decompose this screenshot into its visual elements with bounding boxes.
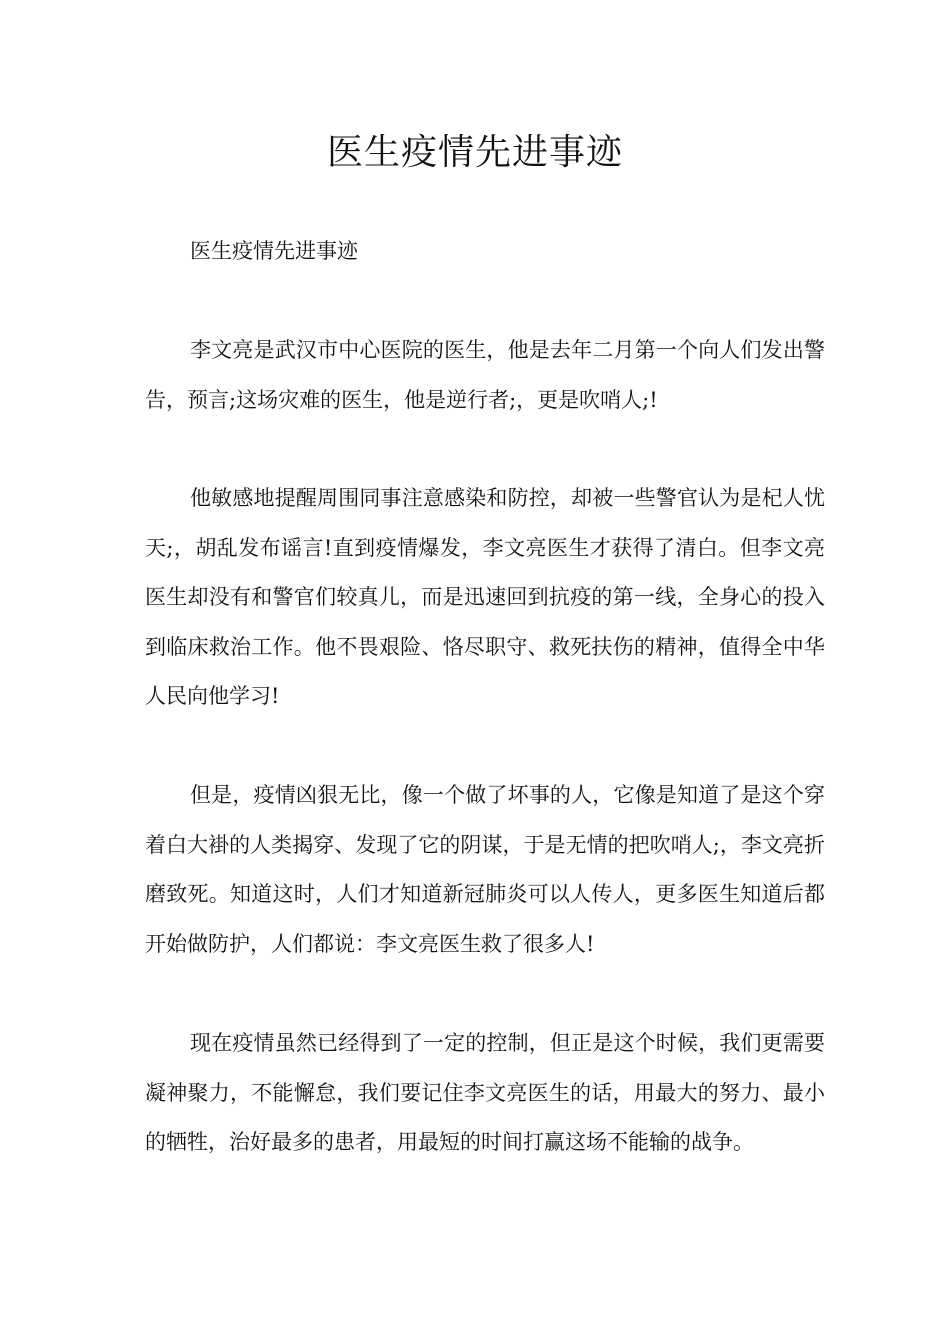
paragraph-2: 他敏感地提醒周围同事注意感染和防控，却被一些警官认为是杞人忧天;，胡乱发布谣言!直到疫情爆发，李文亮医生才获得了清白。但李文亮医生却没有和警官们较真儿，而是迅速回到抗疫的第一线，全身心的投入到临床救治工作。他不畏艰险、恪尽职守、救死扶伤的精神，值得全中华人民向他学习!: [145, 486, 825, 708]
document-title: 医生疫情先进事迹: [326, 132, 623, 173]
document-subtitle: 医生疫情先进事迹: [190, 239, 358, 263]
paragraph-4: 现在疫情虽然已经得到了一定的控制，但正是这个时候，我们更需要凝神聚力，不能懈怠，我们要记住李文亮医生的话，用最大的努力、最小的牺牲，治好最多的患者，用最短的时间打赢这场不能输的战争。: [145, 1031, 825, 1154]
paragraph-1: 李文亮是武汉市中心医院的医生，他是去年二月第一个向人们发出警告，预言;这场灾难的医生，他是逆行者;，更是吹哨人;!: [145, 338, 825, 412]
paragraph-3: 但是，疫情凶狠无比，像一个做了坏事的人，它像是知道了是这个穿着白大褂的人类揭穿、发现了它的阴谋，于是无情的把吹哨人;，李文亮折磨致死。知道这时，人们才知道新冠肺炎可以人传人，更多医生知道后都开始做防护，人们都说：李文亮医生救了很多人!: [145, 783, 825, 956]
